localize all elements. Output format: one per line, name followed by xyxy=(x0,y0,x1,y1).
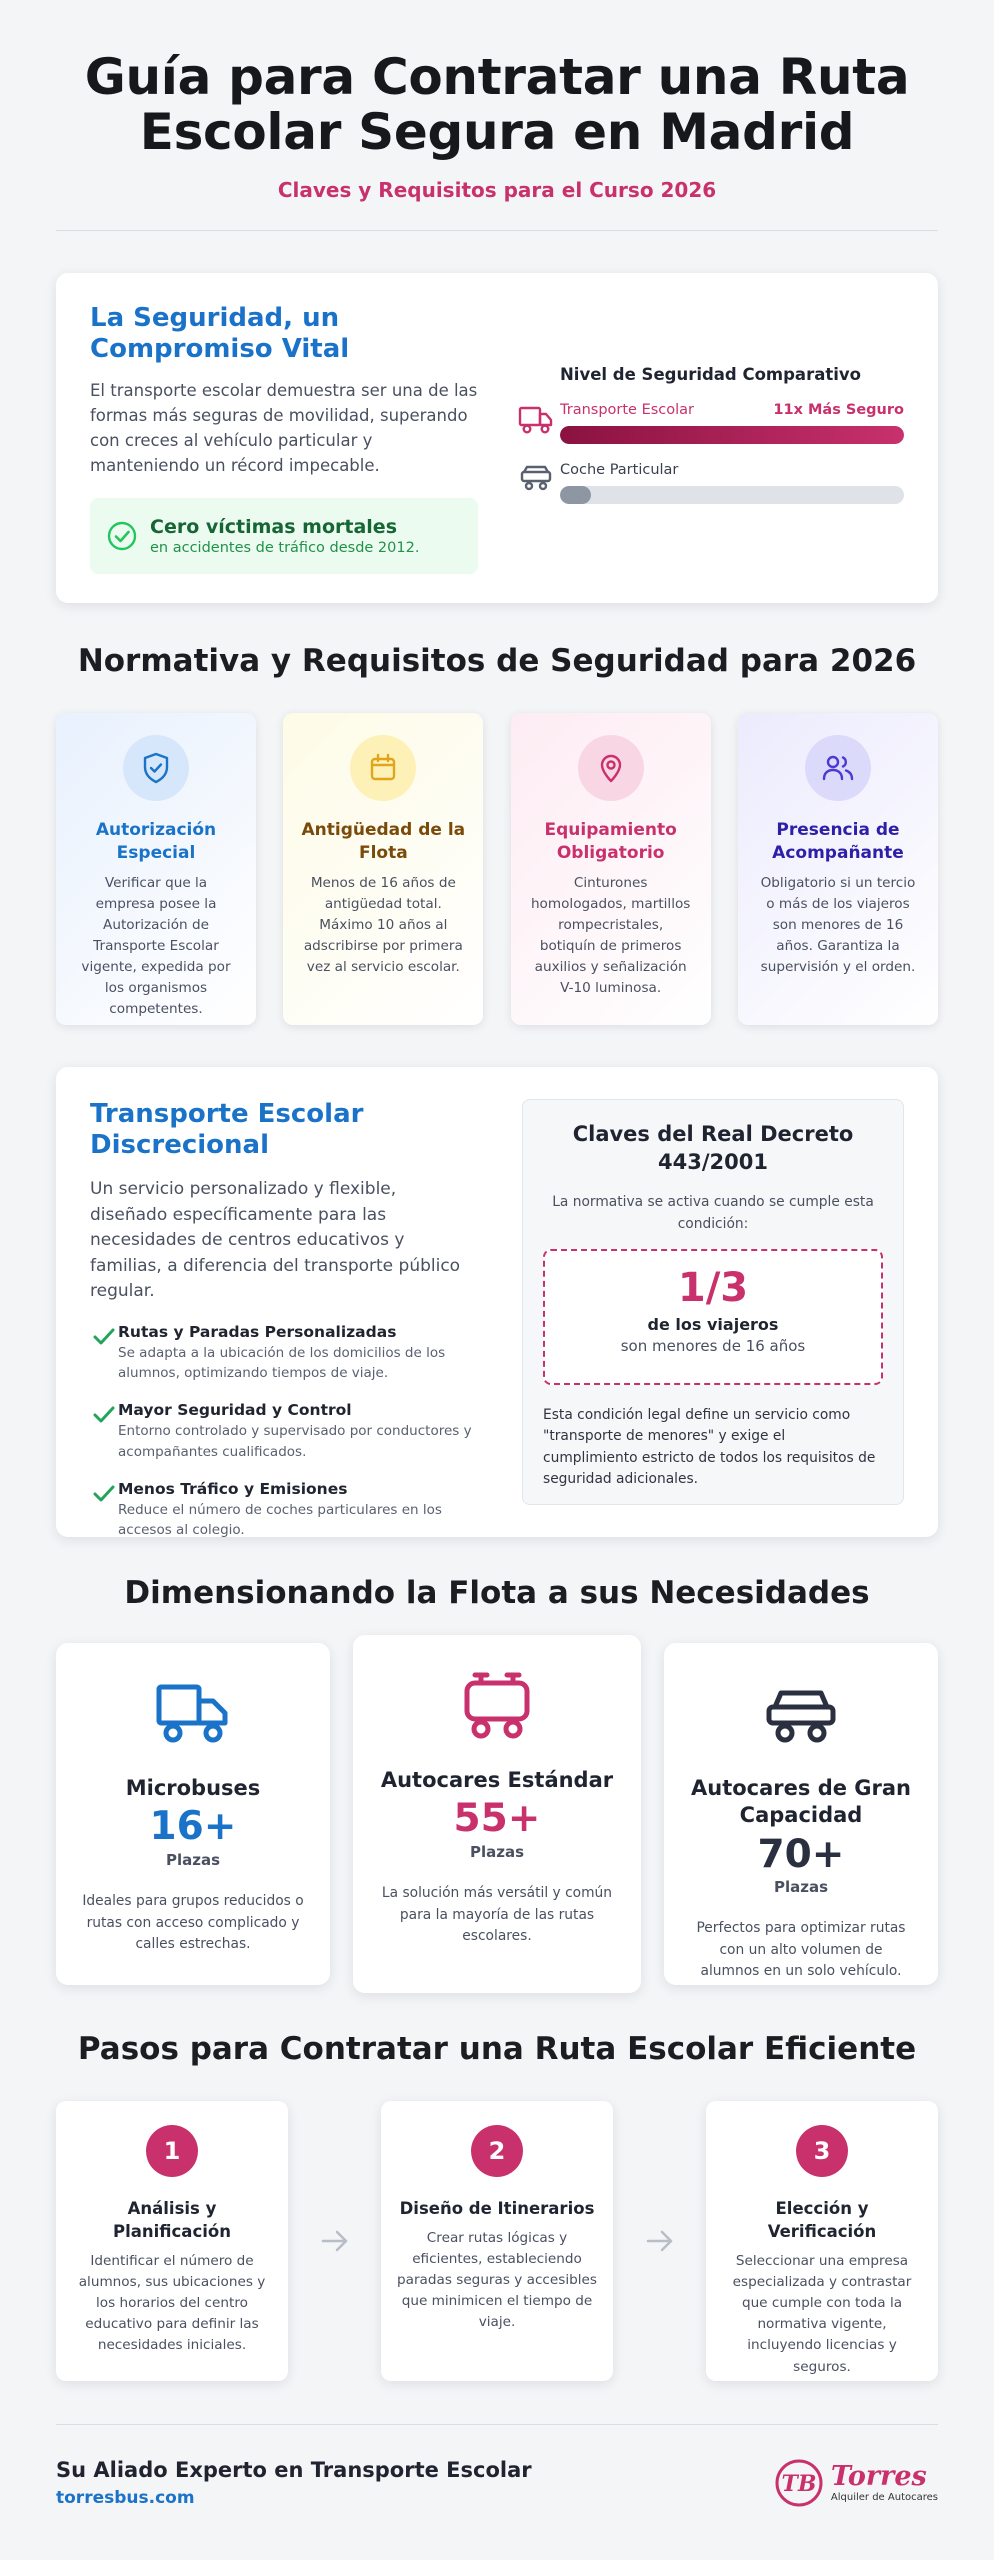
step-text: Seleccionar una empresa especializada y contrastar que cumple con toda la normativa vigente, incluyendo licencias y seguros. xyxy=(732,2253,912,2375)
footer-website-link[interactable]: torresbus.com xyxy=(56,2487,195,2508)
discretional-heading xyxy=(90,1099,478,1161)
benefit-title: Menos Tráfico y Emisiones xyxy=(118,1479,348,1498)
decree-condition-box xyxy=(543,1249,883,1385)
comparison-labels-car xyxy=(560,462,904,478)
zero-victims-box xyxy=(90,498,478,574)
discretional-heading-line-1: Transporte Escolar xyxy=(90,1099,364,1129)
benefit-content xyxy=(118,1323,478,1384)
requirement-icon-circle xyxy=(123,735,189,801)
step-number-badge: 3 xyxy=(796,2125,848,2177)
footer-info xyxy=(56,2458,532,2508)
zero-victims-subtitle: en accidentes de tráfico desde 2012. xyxy=(150,540,420,557)
fleet-title: Dimensionando la Flota a sus Necesidades xyxy=(124,1575,870,1611)
header xyxy=(56,0,938,231)
fleet-seats-unit: Plazas xyxy=(165,1851,221,1870)
step-title: Elección y Verificación xyxy=(767,2199,877,2242)
fleet-seats-unit: Plazas xyxy=(773,1878,829,1897)
arrow-right-icon xyxy=(318,2224,352,2258)
benefit-content xyxy=(118,1480,478,1541)
title-line-2: Escolar Segura en Madrid xyxy=(139,103,855,161)
steps-title: Pasos para Contratar una Ruta Escolar Eficiente xyxy=(77,2031,917,2067)
check-icon xyxy=(90,1482,118,1504)
safety-card xyxy=(56,273,938,603)
step-card xyxy=(706,2101,938,2381)
step-text: Crear rutas lógicas y eficientes, estableciendo paradas seguras y accesibles que minimicen el tiempo de viaje. xyxy=(397,2230,597,2331)
discretional-info xyxy=(90,1099,478,1539)
fleet-name: Autocares de Gran Capacidad xyxy=(691,1776,911,1828)
requirement-card-equipment xyxy=(511,713,711,1025)
fleet-grid xyxy=(56,1643,938,1993)
decree-subtitle: La normativa se activa cuando se cumple esta condición: xyxy=(552,1193,874,1232)
comparison-title: Nivel de Seguridad Comparativo xyxy=(560,365,861,384)
fleet-card-microbus xyxy=(56,1643,330,1985)
comparison-label-car: Coche Particular xyxy=(560,462,679,478)
torres-logo xyxy=(773,2457,938,2509)
requirement-icon-circle xyxy=(578,735,644,801)
truck-icon xyxy=(153,1673,233,1753)
benefit-item xyxy=(90,1480,478,1541)
calendar-icon xyxy=(366,751,400,785)
truck-icon xyxy=(518,402,554,438)
requirement-title: Presencia de Acompañante xyxy=(772,820,904,863)
fleet-description: Ideales para grupos reducidos o rutas con acceso complicado y calles estrechas. xyxy=(82,1893,304,1952)
zero-victims-texts xyxy=(150,516,419,556)
benefit-text: Entorno controlado y supervisado por conductores y acompañantes cualificados. xyxy=(118,1423,472,1460)
safety-text: El transporte escolar demuestra ser una de las formas más seguras de movilidad, superando con creces al vehículo particular y manteniendo un récord impecable. xyxy=(90,381,478,475)
fleet-seats-number: 16+ xyxy=(149,1804,237,1850)
footer xyxy=(56,2424,938,2524)
safety-comparison xyxy=(518,303,904,573)
page-subtitle: Claves y Requisitos para el Curso 2026 xyxy=(277,178,717,202)
comparison-labels-school xyxy=(560,402,904,418)
comparison-label-school: Transporte Escolar xyxy=(560,402,695,418)
fleet-card-standard xyxy=(353,1635,641,1993)
requirement-text: Verificar que la empresa posee la Autorización de Transporte Escolar vigente, expedida por los organismos competentes. xyxy=(81,874,231,1018)
bar-fill-school xyxy=(560,426,904,444)
check-icon xyxy=(90,1403,118,1425)
requirement-text: Obligatorio si un tercio o más de los viajeros son menores de 16 años. Garantiza la supervisión y el orden. xyxy=(760,874,916,976)
step-number-badge: 2 xyxy=(471,2125,523,2177)
car-icon xyxy=(518,462,554,498)
decree-panel xyxy=(522,1099,904,1505)
benefit-title: Mayor Seguridad y Control xyxy=(118,1401,352,1420)
decree-condition-text: son menores de 16 años xyxy=(620,1336,806,1355)
shield-check-icon xyxy=(139,751,173,785)
arrow-right-icon xyxy=(643,2224,677,2258)
requirements-title: Normativa y Requisitos de Seguridad para 2026 xyxy=(77,643,917,679)
bus-icon xyxy=(457,1665,537,1745)
discretional-card xyxy=(56,1067,938,1537)
decree-fraction: 1/3 xyxy=(677,1264,749,1311)
safety-heading-line-2: Compromiso Vital xyxy=(90,334,350,365)
step-title: Análisis y Planificación xyxy=(113,2199,231,2242)
requirements-grid xyxy=(56,713,938,1025)
steps-row xyxy=(56,2101,938,2381)
step-number-badge: 1 xyxy=(146,2125,198,2177)
step-text: Identificar el número de alumnos, sus ubicaciones y los horarios del centro educativo para definir las necesidades iniciales. xyxy=(78,2253,266,2354)
discretional-text: Un servicio personalizado y flexible, diseñado específicamente para las necesidades de centros educativos y familias, a diferencia del transporte público regular. xyxy=(90,1179,461,1302)
safety-heading-line-1: La Seguridad, un xyxy=(90,303,340,333)
bar-fill-car xyxy=(560,486,591,504)
users-icon xyxy=(820,751,856,785)
requirement-card-companion xyxy=(738,713,938,1025)
benefit-text: Se adapta a la ubicación de los domicilios de los alumnos, optimizando tiempos de viaje. xyxy=(118,1344,446,1382)
page-title xyxy=(56,50,938,160)
fleet-name: Microbuses xyxy=(125,1776,261,1800)
benefit-text: Reduce el número de coches particulares en los accesos al colegio. xyxy=(118,1501,442,1539)
benefit-item xyxy=(90,1323,478,1384)
benefit-title: Rutas y Paradas Personalizadas xyxy=(118,1322,397,1341)
requirement-text: Menos de 16 años de antigüedad total. Máximo 10 años al adscribirse por primera vez al servicio escolar. xyxy=(303,874,463,976)
step-card xyxy=(381,2101,613,2381)
comparison-row-school xyxy=(518,402,904,444)
fleet-description: Perfectos para optimizar rutas con un alto volumen de alumnos en un solo vehículo. xyxy=(696,1920,906,1980)
bar-track-school xyxy=(560,426,904,444)
requirement-title: Autorización Especial xyxy=(95,820,217,863)
safety-info xyxy=(90,303,478,573)
comparison-value-school: 11x Más Seguro xyxy=(773,402,904,418)
fleet-seats-unit: Plazas xyxy=(469,1843,525,1862)
requirement-card-authorization xyxy=(56,713,256,1025)
zero-victims-title: Cero víctimas mortales xyxy=(150,516,397,539)
requirement-text: Cinturones homologados, martillos rompecristales, botiquín de primeros auxilios y señalización V-10 luminosa. xyxy=(530,874,691,997)
discretional-heading-line-2: Discrecional xyxy=(90,1130,269,1161)
divider xyxy=(56,230,938,231)
title-line-1: Guía para Contratar una Ruta xyxy=(84,48,910,106)
step-card xyxy=(56,2101,288,2381)
step-title: Diseño de Itinerarios xyxy=(399,2199,595,2218)
comparison-row-car xyxy=(518,462,904,504)
comparison-body-car xyxy=(560,462,904,504)
fleet-seats-number: 55+ xyxy=(453,1796,541,1842)
check-circle-icon xyxy=(106,520,138,552)
car-icon xyxy=(761,1673,841,1753)
logo-texts xyxy=(830,2460,938,2503)
logo-tagline: Alquiler de Autocares xyxy=(830,2491,938,2503)
requirement-icon-circle xyxy=(350,735,416,801)
map-pin-icon xyxy=(594,751,628,785)
decree-condition-bold: de los viajeros xyxy=(647,1314,779,1334)
logo-emblem-icon xyxy=(773,2457,825,2509)
check-icon xyxy=(90,1325,118,1347)
decree-title: Claves del Real Decreto 443/2001 xyxy=(572,1122,854,1175)
comparison-body-school xyxy=(560,402,904,444)
footer-title: Su Aliado Experto en Transporte Escolar xyxy=(56,2457,532,2482)
safety-heading xyxy=(90,303,478,365)
fleet-seats-number: 70+ xyxy=(757,1831,845,1877)
fleet-description: La solución más versátil y común para la mayoría de las rutas escolares. xyxy=(381,1885,613,1944)
bar-track-car xyxy=(560,486,904,504)
svg-text:TB: TB xyxy=(781,2470,817,2497)
benefit-item xyxy=(90,1401,478,1462)
benefit-content xyxy=(118,1401,478,1462)
fleet-card-large xyxy=(664,1643,938,1985)
requirement-title: Antigüedad de la Flota xyxy=(301,820,466,863)
decree-footnote: Esta condición legal define un servicio como "transporte de menores" y exige el cumplimiento estricto de todos los requisitos de seguridad adicionales. xyxy=(543,1406,876,1487)
logo-wordmark: Torres xyxy=(830,2460,927,2492)
requirement-card-fleet-age xyxy=(283,713,483,1025)
requirement-icon-circle xyxy=(805,735,871,801)
fleet-name: Autocares Estándar xyxy=(380,1768,614,1792)
requirement-title: Equipamiento Obligatorio xyxy=(544,820,677,863)
